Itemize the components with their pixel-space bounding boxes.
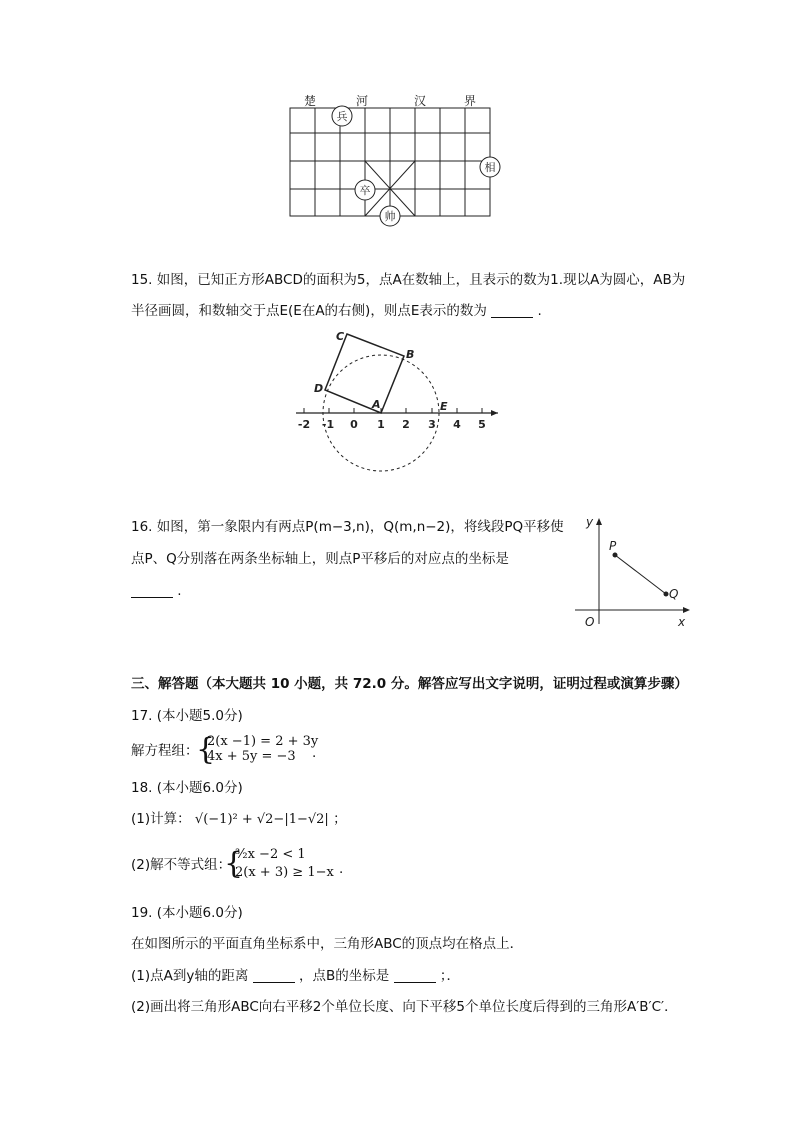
q19-line2b: ，点B的坐标是 xyxy=(298,968,390,984)
q17-eq2: 4x + 5y = −3 xyxy=(207,749,296,764)
q15-text-line2: 半径画圆，和数轴交于点E(E在A的右侧)，则点E表示的数为 xyxy=(131,303,487,319)
q15-line1 xyxy=(131,270,685,290)
axis-y-label: y xyxy=(586,515,594,529)
q15-number: 15. xyxy=(131,272,153,288)
q15-figure xyxy=(290,328,505,480)
q19-blank-distance[interactable] xyxy=(253,968,295,983)
q18-number: 18. xyxy=(131,780,153,796)
chess-board-figure xyxy=(280,92,510,232)
q16-figure xyxy=(572,514,694,632)
q18-score: (本小题6.0分) xyxy=(156,780,243,796)
q18-p2-label: (2)解不等式组： xyxy=(131,857,232,873)
axis-x-label: x xyxy=(678,615,686,629)
q19-blank-coordinate[interactable] xyxy=(394,968,436,983)
river-char-3: 汉 xyxy=(413,94,427,108)
q19-line1: 在如图所示的平面直角坐标系中，三角形ABC的顶点均在格点上． xyxy=(131,936,524,952)
vertex-e: E xyxy=(440,400,448,413)
q17-eq1: 2(x −1) = 2 + 3y xyxy=(207,734,319,749)
q16-line3 xyxy=(131,581,182,601)
q17-score: (本小题5.0分) xyxy=(156,708,243,724)
q15-line2 xyxy=(131,301,542,321)
q18-part1 xyxy=(131,809,347,830)
q19-line2a: (1)点A到y轴的距离 xyxy=(131,968,249,984)
q16-text-line2: 点P、Q分别落在两条坐标轴上，则点P平移后的对应点的坐标是 xyxy=(131,551,509,567)
tick-3: 3 xyxy=(428,418,436,431)
q19-line2 xyxy=(131,966,460,986)
q19-number: 19. xyxy=(131,905,153,921)
point-p-label: P xyxy=(609,539,617,553)
q15-answer-blank[interactable] xyxy=(491,303,533,318)
piece-bing: 兵 xyxy=(336,110,348,123)
q18-p1-label: (1)计算： xyxy=(131,811,191,827)
q15-end: . xyxy=(537,303,542,319)
tick-5: 5 xyxy=(478,418,486,431)
q18-ineq2: 2(x + 3) ≥ 1−x xyxy=(235,865,334,880)
q18-p2-end: . xyxy=(339,861,344,877)
tick-4: 4 xyxy=(453,418,461,431)
q16-line1 xyxy=(131,517,564,537)
vertex-c: C xyxy=(336,330,345,343)
q19-line3: (2)画出将三角形ABC向右平移2个单位长度、向下平移5个单位长度后得到的三角形A′B′C′． xyxy=(131,999,678,1015)
river-char-4: 界 xyxy=(463,94,477,108)
vertex-d: D xyxy=(314,382,324,395)
q17-header xyxy=(131,706,243,726)
tick-1: 1 xyxy=(377,418,385,431)
tick-0: 0 xyxy=(350,418,358,431)
q15-text-line1: 如图，已知正方形ABCD的面积为5，点A在数轴上，且表示的数为1.现以A为圆心，AB为 xyxy=(156,272,686,288)
q18-header xyxy=(131,778,243,798)
section3-title: 三、解答题（本大题共 10 小题，共 72.0 分。解答应写出文字说明，证明过程或演算步骤） xyxy=(131,676,688,692)
piece-zu: 卒 xyxy=(359,184,371,197)
q17-end: . xyxy=(312,745,317,761)
river-char-2: 河 xyxy=(355,94,369,108)
q18-p1-expr: √(−1)² + √2−|1−√2| xyxy=(194,812,329,827)
q18-brace: { xyxy=(224,846,244,881)
q16-text-line1: 如图，第一象限内有两点P(m−3,n)，Q(m,n−2)，将线段PQ平移使 xyxy=(156,519,564,535)
vertex-a: A xyxy=(372,398,381,411)
q18-p1-end: ； xyxy=(333,811,347,827)
q19-header xyxy=(131,903,243,923)
q19-line2c: ；． xyxy=(439,968,461,984)
q17-prompt: 解方程组： xyxy=(131,743,199,759)
q16-line2 xyxy=(131,549,509,569)
river-char-1: 楚 xyxy=(303,94,317,108)
q16-end: . xyxy=(177,583,182,599)
vertex-b: B xyxy=(406,348,415,361)
q18-ineq1: ³⁄₂x −2 < 1 xyxy=(235,847,306,862)
q16-answer-blank[interactable] xyxy=(131,583,173,598)
piece-shuai: 帅 xyxy=(384,210,396,223)
q17-number: 17. xyxy=(131,708,153,724)
tick-neg1: -1 xyxy=(321,418,335,431)
tick-2: 2 xyxy=(402,418,410,431)
q16-number: 16. xyxy=(131,519,153,535)
q19-score: (本小题6.0分) xyxy=(156,905,243,921)
q17-brace: { xyxy=(196,732,216,767)
point-q-label: Q xyxy=(669,587,679,601)
tick-neg2: -2 xyxy=(297,418,311,431)
piece-xiang: 相 xyxy=(484,161,496,174)
origin-label: O xyxy=(585,615,595,629)
